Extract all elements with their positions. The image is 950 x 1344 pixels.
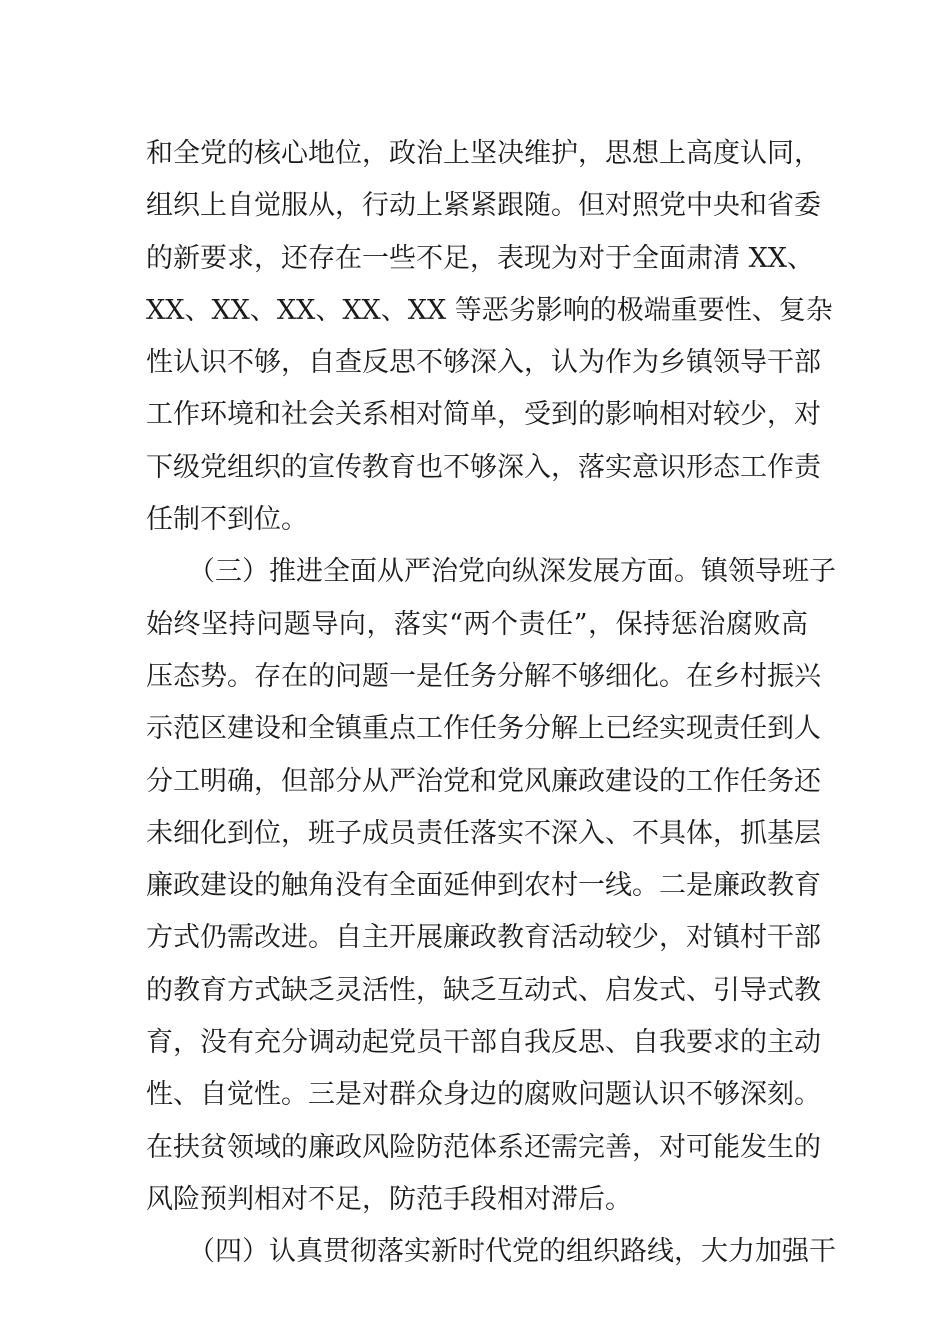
text-line: 的新要求，还存在一些不足，表现为对于全面肃清 XX、 [146,242,815,274]
text-line: 性认识不够，自查反思不够深入，认为作为乡镇领导干部 [146,347,821,379]
text-line: 未细化到位，班子成员责任落实不深入、不具体，抓基层 [146,817,821,849]
text-line: 方式仍需改进。自主开展廉政教育活动较少，对镇村干部 [146,922,821,954]
text-line: 性、自觉性。三是对群众身边的腐败问题认识不够深刻。 [146,1079,821,1111]
text-line: 廉政建设的触角没有全面延伸到农村一线。二是廉政教育 [146,870,821,902]
text-line: 分工明确，但部分从严治党和党风廉政建设的工作任务还 [146,765,821,797]
text-line: 示范区建设和全镇重点工作任务分解上已经实现责任到人 [146,713,821,745]
text-line: 下级党组织的宣传教育也不够深入，落实意识形态工作责 [146,451,821,483]
text-line: 组织上自觉服从，行动上紧紧跟随。但对照党中央和省委 [146,190,821,222]
section-heading-4: （四）认真贯彻落实新时代党的组织路线，大力加强干 [188,1236,836,1268]
text-line: XX、XX、XX、XX、XX 等恶劣影响的极端重要性、复杂 [146,294,833,326]
document-body [146,128,836,1279]
text-line: 工作环境和社会关系相对简单，受到的影响相对较少，对 [146,399,821,431]
text-line: 育，没有充分调动起党员干部自我反思、自我要求的主动 [146,1027,821,1059]
text-line: 压态势。存在的问题一是任务分解不够细化。在乡村振兴 [146,660,821,692]
text-line: 在扶贫领域的廉政风险防范体系还需完善，对可能发生的 [146,1131,821,1163]
text-line: 的教育方式缺乏灵活性，缺乏互动式、启发式、引导式教 [146,974,821,1006]
text-line: 和全党的核心地位，政治上坚决维护，思想上高度认同， [146,138,821,169]
text-line: 任制不到位。 [146,504,308,536]
section-heading-3: （三）推进全面从严治党向纵深发展方面。镇领导班子 [188,556,836,588]
text-line: 风险预判相对不足，防范手段相对滞后。 [146,1183,632,1215]
text-line: 始终坚持问题导向，落实“两个责任”，保持惩治腐败高 [146,608,808,640]
